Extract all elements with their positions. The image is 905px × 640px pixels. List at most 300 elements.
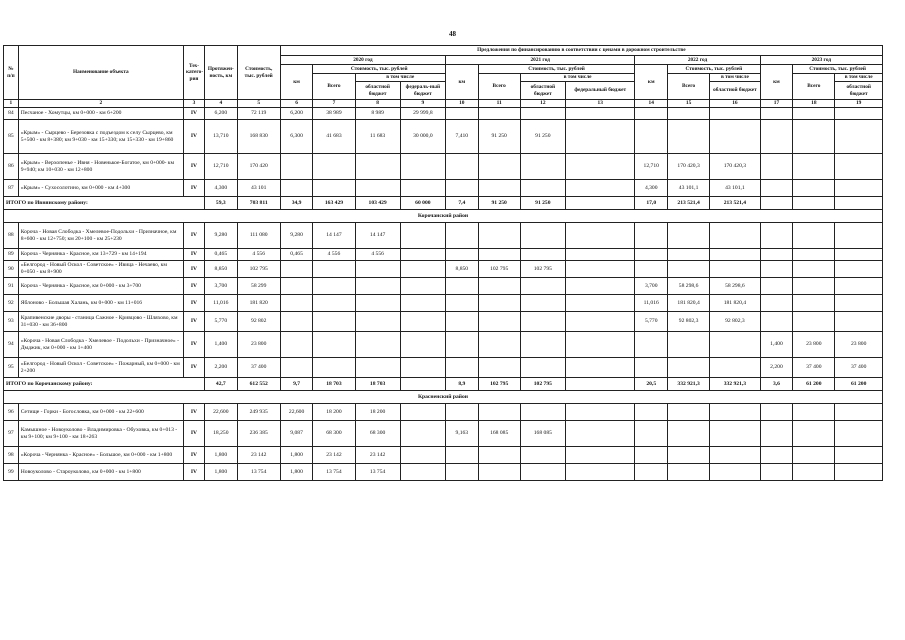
header-federal-2021: федеральный бюджет — [565, 82, 634, 100]
cell-value: 13,710 — [205, 120, 238, 154]
table-row — [4, 312, 883, 332]
object-name: Короча - Чернянка - Красное, км 13+729 - км 14+194 — [18, 249, 183, 261]
cell-value — [760, 261, 793, 278]
cell-value — [400, 180, 445, 197]
cell-value: 6,200 — [205, 108, 238, 120]
cell-value: 2,200 — [760, 358, 793, 378]
cell-value: 1,400 — [205, 332, 238, 358]
table-row — [4, 223, 883, 249]
total-value: 3,6 — [760, 378, 793, 391]
cell-value — [446, 464, 479, 481]
cell-value: 6,200 — [280, 108, 313, 120]
cell-value — [565, 154, 634, 180]
column-number: 18 — [793, 100, 835, 108]
cell-value: 22,600 — [205, 404, 238, 421]
cell-value — [793, 120, 835, 154]
cell-value — [710, 358, 761, 378]
cell-value — [446, 154, 479, 180]
cell-value: 4 556 — [237, 249, 280, 261]
cell-value — [760, 404, 793, 421]
total-value: 7,4 — [446, 197, 479, 210]
total-value: 59,3 — [205, 197, 238, 210]
district-heading: Красненский район — [4, 391, 883, 404]
cell-value: 1,800 — [280, 464, 313, 481]
header-total-2020: Всего — [313, 74, 355, 100]
cell-value: 11,016 — [205, 295, 238, 312]
cell-value — [400, 332, 445, 358]
cell-value — [635, 358, 668, 378]
cell-value — [565, 312, 634, 332]
cell-value — [520, 404, 565, 421]
row-number: 90 — [4, 261, 19, 278]
cell-value — [668, 223, 710, 249]
cell-value — [793, 464, 835, 481]
object-name: Новоуколово - Староуколово, км 0+000 - км 1+800 — [18, 464, 183, 481]
column-number: 2 — [18, 100, 183, 108]
cell-value: IV — [183, 332, 204, 358]
cell-value: 1,400 — [760, 332, 793, 358]
cell-value — [760, 464, 793, 481]
object-name: «Крым» - Сырцево - Березовка с подъездом к селу Сырцево, км 5+500 - км 8+380; км 9+030 - км 15+330; км 15+330 - км 19+860 — [18, 120, 183, 154]
total-value: 20,5 — [635, 378, 668, 391]
cell-value — [478, 223, 520, 249]
cell-value — [668, 108, 710, 120]
cell-value: 11,016 — [635, 295, 668, 312]
header-cost-2023: Стоимость, тыс. рублей — [793, 65, 883, 74]
cell-value — [835, 312, 883, 332]
cell-value — [635, 223, 668, 249]
cell-value: 4 556 — [355, 249, 400, 261]
cell-value — [313, 295, 355, 312]
row-number: 92 — [4, 295, 19, 312]
table-row — [4, 120, 883, 154]
cell-value — [446, 278, 479, 295]
object-name: «Белгород - Новый Оскол - Советское» - Пожарный, км 0+000 - км 2+200 — [18, 358, 183, 378]
cell-value — [793, 261, 835, 278]
total-value: 332 921,3 — [710, 378, 761, 391]
total-value: 8,9 — [446, 378, 479, 391]
cell-value — [520, 249, 565, 261]
cell-value — [355, 332, 400, 358]
cell-value — [313, 180, 355, 197]
cell-value — [446, 312, 479, 332]
column-number: 9 — [400, 100, 445, 108]
cell-value — [446, 332, 479, 358]
cell-value: 72 119 — [237, 108, 280, 120]
cell-value: 13 754 — [313, 464, 355, 481]
total-value: 42,7 — [205, 378, 238, 391]
cell-value — [760, 312, 793, 332]
cell-value: 1,800 — [205, 464, 238, 481]
cell-value: IV — [183, 404, 204, 421]
cell-value: 23 800 — [793, 332, 835, 358]
cell-value — [793, 223, 835, 249]
cell-value — [793, 312, 835, 332]
row-number: 94 — [4, 332, 19, 358]
cell-value — [565, 180, 634, 197]
cell-value: 249 935 — [237, 404, 280, 421]
cell-value — [478, 464, 520, 481]
cell-value — [710, 332, 761, 358]
cell-value: 9,163 — [446, 421, 479, 447]
cell-value: 58 298,6 — [668, 278, 710, 295]
cell-value — [710, 108, 761, 120]
cell-value — [520, 154, 565, 180]
cell-value: 111 080 — [237, 223, 280, 249]
header-year-2020: 2020 год — [280, 56, 445, 65]
cell-value — [313, 278, 355, 295]
cell-value — [710, 464, 761, 481]
cell-value — [355, 295, 400, 312]
cell-value — [478, 249, 520, 261]
cell-value — [835, 108, 883, 120]
cell-value — [520, 295, 565, 312]
header-length: Протяжен-ность, км — [205, 46, 238, 100]
cell-value — [313, 332, 355, 358]
total-row — [4, 378, 883, 391]
cell-value — [400, 295, 445, 312]
cell-value — [400, 261, 445, 278]
cell-value — [355, 312, 400, 332]
cell-value: 5,770 — [635, 312, 668, 332]
object-name: «Крым» - Верхопенье - Ивня - Новенькое-Богатое, км 0+000- км 9+940; км 10+030 - км 12+800 — [18, 154, 183, 180]
cell-value: 4,300 — [635, 180, 668, 197]
total-value: 18 703 — [355, 378, 400, 391]
cell-value: 14 147 — [313, 223, 355, 249]
table-row — [4, 421, 883, 447]
header-including-2022: в том числе — [710, 74, 761, 82]
cell-value: 92 802,3 — [710, 312, 761, 332]
cell-value — [635, 249, 668, 261]
cell-value: 9,280 — [205, 223, 238, 249]
column-number: 10 — [446, 100, 479, 108]
cell-value: IV — [183, 154, 204, 180]
total-value: 102 795 — [520, 378, 565, 391]
table-row — [4, 278, 883, 295]
cell-value: 102 795 — [478, 261, 520, 278]
cell-value — [793, 108, 835, 120]
total-value: 91 250 — [520, 197, 565, 210]
cell-value — [635, 447, 668, 464]
cell-value — [668, 358, 710, 378]
cell-value: 4,300 — [205, 180, 238, 197]
cell-value — [760, 421, 793, 447]
cell-value — [565, 120, 634, 154]
cell-value: 23 142 — [355, 447, 400, 464]
cell-value — [793, 295, 835, 312]
cell-value — [635, 421, 668, 447]
cell-value — [313, 312, 355, 332]
header-regional-2022: областной бюджет — [710, 82, 761, 100]
total-value: 213 521,4 — [668, 197, 710, 210]
cell-value — [280, 332, 313, 358]
cell-value — [400, 154, 445, 180]
header-num: № п/п — [4, 46, 19, 100]
cell-value — [668, 249, 710, 261]
cell-value — [355, 278, 400, 295]
cell-value — [280, 278, 313, 295]
cell-value: 5,770 — [205, 312, 238, 332]
cell-value: 1,800 — [205, 447, 238, 464]
table-row — [4, 154, 883, 180]
row-number: 91 — [4, 278, 19, 295]
total-value — [793, 197, 835, 210]
cell-value — [400, 312, 445, 332]
cell-value — [478, 332, 520, 358]
header-regional-2020: областной бюджет — [355, 82, 400, 100]
table-row — [4, 108, 883, 120]
cell-value: 170 420 — [237, 154, 280, 180]
column-number: 6 — [280, 100, 313, 108]
cell-value — [446, 180, 479, 197]
cell-value: 1,800 — [280, 447, 313, 464]
header-year-2021: 2021 год — [446, 56, 635, 65]
cell-value — [635, 120, 668, 154]
header-year-2023: 2023 год — [760, 56, 882, 65]
header-category: Тех-катего-рия — [183, 46, 204, 100]
cell-value: 181 820 — [237, 295, 280, 312]
cell-value — [793, 421, 835, 447]
cell-value — [478, 154, 520, 180]
cell-value — [760, 154, 793, 180]
cell-value — [280, 180, 313, 197]
object-name: Крапивенские дворы - станица Сажное - Кривцово - Шляхово, км 31+030 - км 36+800 — [18, 312, 183, 332]
cell-value — [565, 223, 634, 249]
total-label: ИТОГО по Корочанскому району: — [4, 378, 205, 391]
total-value — [400, 378, 445, 391]
cell-value — [355, 358, 400, 378]
cell-value — [760, 295, 793, 312]
district-heading: Корочанский район — [4, 210, 883, 223]
cell-value: 23 142 — [237, 447, 280, 464]
cell-value — [478, 295, 520, 312]
total-value: 61 200 — [835, 378, 883, 391]
cell-value — [400, 278, 445, 295]
header-km-2020: км — [280, 65, 313, 100]
cell-value — [520, 278, 565, 295]
cell-value — [478, 108, 520, 120]
object-name: Сетище - Горки - Богословка, км 0+000 - км 22+600 — [18, 404, 183, 421]
cell-value: IV — [183, 108, 204, 120]
row-number: 88 — [4, 223, 19, 249]
cell-value — [760, 249, 793, 261]
row-number: 96 — [4, 404, 19, 421]
cell-value: 8,850 — [205, 261, 238, 278]
cell-value — [520, 447, 565, 464]
cell-value — [835, 278, 883, 295]
cell-value: 8,850 — [446, 261, 479, 278]
cell-value — [565, 404, 634, 421]
cell-value — [446, 223, 479, 249]
column-number: 16 — [710, 100, 761, 108]
cell-value: IV — [183, 223, 204, 249]
header-cost: Стоимость, тыс. рублей — [237, 46, 280, 100]
cell-value: IV — [183, 180, 204, 197]
cell-value — [710, 261, 761, 278]
cell-value: IV — [183, 421, 204, 447]
cell-value — [760, 223, 793, 249]
cell-value: 236 385 — [237, 421, 280, 447]
total-value — [565, 378, 634, 391]
column-number: 11 — [478, 100, 520, 108]
total-value: 332 921,3 — [668, 378, 710, 391]
cell-value — [400, 421, 445, 447]
cell-value: 2,200 — [205, 358, 238, 378]
cell-value — [668, 421, 710, 447]
cell-value — [520, 312, 565, 332]
cell-value — [400, 249, 445, 261]
cell-value: 0,465 — [205, 249, 238, 261]
header-year-2022: 2022 год — [635, 56, 760, 65]
cell-value — [313, 261, 355, 278]
cell-value: 37 400 — [835, 358, 883, 378]
row-number: 86 — [4, 154, 19, 180]
column-numbers-row — [4, 100, 883, 108]
cell-value — [280, 295, 313, 312]
cell-value: IV — [183, 295, 204, 312]
cell-value — [565, 447, 634, 464]
cell-value — [635, 261, 668, 278]
cell-value: 30 000,0 — [400, 120, 445, 154]
cell-value: 8 989 — [355, 108, 400, 120]
header-cost-2021: Стоимость, тыс. рублей — [478, 65, 635, 74]
object-name: «Короча - Новая Слободка - Хмелевое - Подольхи - Призначное» - Дмджик, км 0+000 - км 1+400 — [18, 332, 183, 358]
cell-value — [793, 278, 835, 295]
cell-value: IV — [183, 120, 204, 154]
total-value: 213 521,4 — [710, 197, 761, 210]
cell-value: 181 820,4 — [668, 295, 710, 312]
total-value: 91 250 — [478, 197, 520, 210]
cell-value — [400, 464, 445, 481]
cell-value: 23 142 — [313, 447, 355, 464]
cell-value — [835, 404, 883, 421]
cell-value: 181 820,4 — [710, 295, 761, 312]
cell-value — [478, 312, 520, 332]
total-value: 703 811 — [237, 197, 280, 210]
cell-value: 41 683 — [313, 120, 355, 154]
cell-value: 11 683 — [355, 120, 400, 154]
cell-value — [835, 295, 883, 312]
cell-value: 14 147 — [355, 223, 400, 249]
cell-value — [565, 295, 634, 312]
total-row — [4, 197, 883, 210]
total-value: 18 703 — [313, 378, 355, 391]
cell-value: 12,710 — [205, 154, 238, 180]
cell-value: 18 200 — [313, 404, 355, 421]
header-km-2023: км — [760, 65, 793, 100]
object-name: Яблоново - Большая Халань, км 0+000 - км 11+016 — [18, 295, 183, 312]
cell-value — [478, 180, 520, 197]
column-number: 5 — [237, 100, 280, 108]
cell-value: IV — [183, 447, 204, 464]
cell-value — [565, 464, 634, 481]
cell-value — [760, 108, 793, 120]
cell-value — [520, 108, 565, 120]
total-value: 103 429 — [355, 197, 400, 210]
table-row — [4, 249, 883, 261]
cell-value — [478, 447, 520, 464]
district-row — [4, 210, 883, 223]
cell-value — [355, 261, 400, 278]
cell-value: 18,250 — [205, 421, 238, 447]
row-number: 95 — [4, 358, 19, 378]
cell-value — [635, 108, 668, 120]
object-name: Короча - Новая Слободка - Хмелевое-Подольхи - Призначное, км 8+600 - км 12+750; км 20+100 - км 25+230 — [18, 223, 183, 249]
cell-value: 38 989 — [313, 108, 355, 120]
object-name: Песчаное - Хомутцы, км 0+000 - км 6+200 — [18, 108, 183, 120]
row-number: 93 — [4, 312, 19, 332]
cell-value: 4 556 — [313, 249, 355, 261]
object-name: Короча - Чернянка - Красное, км 0+000 - км 3+700 — [18, 278, 183, 295]
cell-value — [835, 223, 883, 249]
table-row — [4, 358, 883, 378]
cell-value — [355, 154, 400, 180]
cell-value: 43 101 — [237, 180, 280, 197]
header-cost-2020: Стоимость, тыс. рублей — [313, 65, 446, 74]
total-value — [760, 197, 793, 210]
table-row — [4, 295, 883, 312]
object-name: «Крым» - Сухосолотино, км 0+000 - км 4+300 — [18, 180, 183, 197]
cell-value — [446, 295, 479, 312]
cell-value: 91 250 — [478, 120, 520, 154]
row-number: 98 — [4, 447, 19, 464]
total-value: 17,0 — [635, 197, 668, 210]
cell-value: 68 300 — [313, 421, 355, 447]
cell-value: 12,710 — [635, 154, 668, 180]
cell-value: 13 754 — [237, 464, 280, 481]
district-row — [4, 391, 883, 404]
cell-value — [313, 154, 355, 180]
cell-value: 23 800 — [835, 332, 883, 358]
cell-value — [520, 358, 565, 378]
cell-value — [668, 447, 710, 464]
object-name: «Короча - Чернянка - Красное» - Большое, км 0+000 - км 1+800 — [18, 447, 183, 464]
cell-value — [355, 180, 400, 197]
cell-value — [793, 404, 835, 421]
cell-value — [400, 358, 445, 378]
cell-value — [280, 261, 313, 278]
header-regional-2021: областной бюджет — [520, 82, 565, 100]
cell-value — [710, 404, 761, 421]
cell-value: 170 420,3 — [668, 154, 710, 180]
cell-value — [835, 464, 883, 481]
row-number: 87 — [4, 180, 19, 197]
cell-value — [793, 447, 835, 464]
column-number: 14 — [635, 100, 668, 108]
cell-value — [565, 261, 634, 278]
cell-value — [520, 332, 565, 358]
row-number: 97 — [4, 421, 19, 447]
cell-value: 9,280 — [280, 223, 313, 249]
column-number: 3 — [183, 100, 204, 108]
cell-value: IV — [183, 312, 204, 332]
row-number: 85 — [4, 120, 19, 154]
cell-value — [710, 447, 761, 464]
cell-value — [520, 464, 565, 481]
cell-value — [400, 447, 445, 464]
cell-value — [565, 358, 634, 378]
cell-value — [835, 447, 883, 464]
cell-value: 37 400 — [237, 358, 280, 378]
cell-value: 23 800 — [237, 332, 280, 358]
cell-value — [520, 223, 565, 249]
cell-value — [760, 278, 793, 295]
table-row — [4, 464, 883, 481]
row-number: 84 — [4, 108, 19, 120]
header-total-2022: Всего — [668, 74, 710, 100]
header-regional-2023: областной бюджет — [835, 82, 883, 100]
total-value: 612 552 — [237, 378, 280, 391]
